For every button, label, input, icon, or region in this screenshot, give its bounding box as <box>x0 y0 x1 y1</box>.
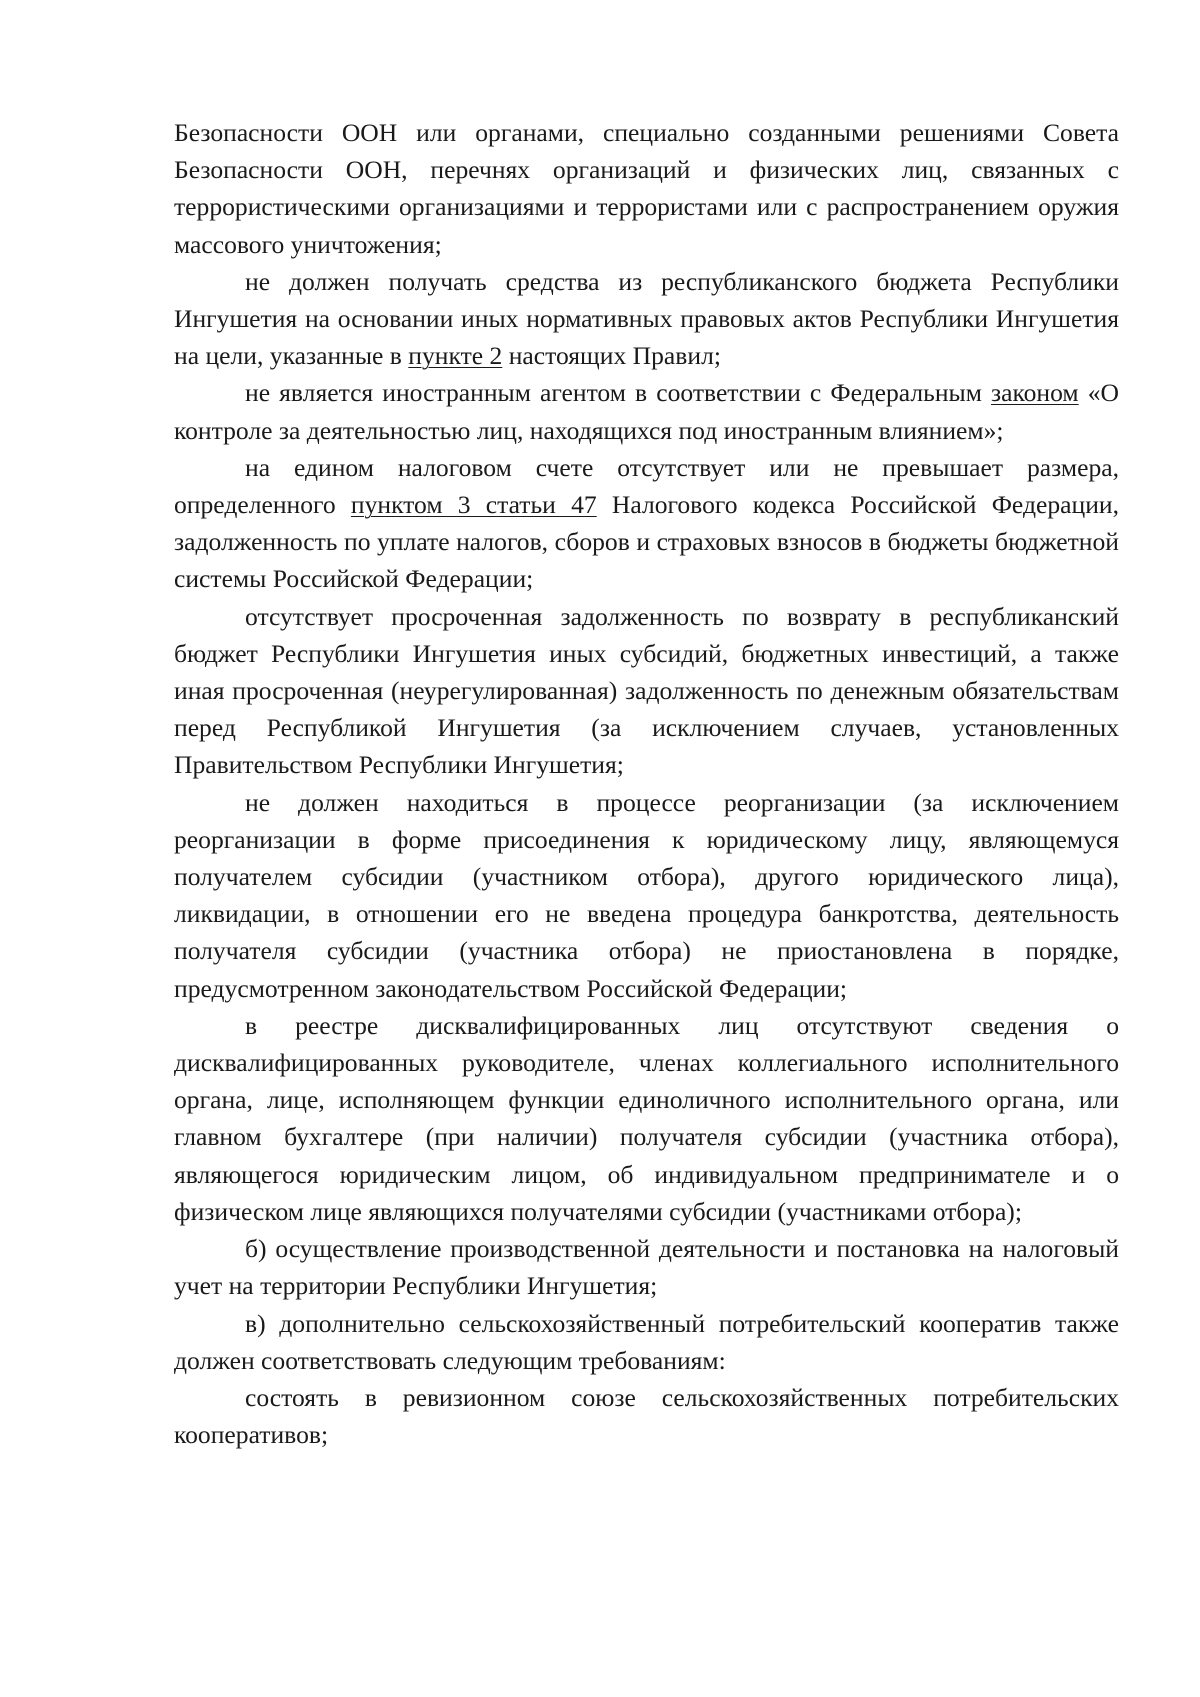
paragraph-text: отсутствует просроченная задолженность по возврату в республиканский бюджет Республики Ингушетия иных субсидий, бюджетных инвестиций, а также иная просроченная (неурегулированная) задолженность по денежным обязательствам перед Республикой Ингушетия (за исключением случаев, установленных Правительством Республики Ингушетия; <box>174 601 1119 780</box>
link-federal-law[interactable]: законом <box>991 378 1079 408</box>
paragraph-disqualified-persons-registry <box>174 1007 1119 1230</box>
paragraph-item-b-production-activity <box>174 1230 1119 1304</box>
paragraph-no-reorganization <box>174 784 1119 1007</box>
paragraph-text: настоящих Правил; <box>502 341 721 371</box>
document-body <box>174 114 1119 1453</box>
paragraph-revision-union-membership <box>174 1379 1119 1453</box>
paragraph-item-v-cooperative-requirements <box>174 1305 1119 1379</box>
paragraph-not-foreign-agent <box>174 374 1119 448</box>
paragraph-text: не является иностранным агентом в соответствии с Федеральным <box>245 378 992 408</box>
paragraph-text: Безопасности ООН или органами, специально созданными решениями Совета Безопасности ООН, перечнях организаций и физических лиц, связанных с террористическими организациями и террористами или с распространением оружия массового уничтожения; <box>174 118 1119 259</box>
paragraph-un-security-council-lists <box>174 114 1119 263</box>
paragraph-text: не должен находиться в процессе реорганизации (за исключением реорганизации в форме присоединения к юридическому лицу, являющемуся получателем субсидии (участником отбора), другого юридического лица), ликвидации, в отношении его не введена процедура банкротства, деятельность получателя субсидии (участника отбора) не приостановлена в порядке, предусмотренном законодательством Российской Федерации; <box>174 787 1119 1003</box>
paragraph-text: в реестре дисквалифицированных лиц отсутствуют сведения о дисквалифицированных руководителе, членах коллегиального исполнительного органа, лице, исполняющем функции единоличного исполнительного органа, или главном бухгалтере (при наличии) получателя субсидии (участника отбора), являющегося юридическим лицом, об индивидуальном предпринимателе и о физическом лице являющихся получателями субсидии (участниками отбора); <box>174 1010 1119 1226</box>
paragraph-text: состоять в ревизионном союзе сельскохозяйственных потребительских кооперативов; <box>174 1382 1119 1450</box>
link-tax-code-article-47[interactable]: пунктом 3 статьи 47 <box>350 490 597 520</box>
link-rules-point-2[interactable]: пункте 2 <box>408 341 503 371</box>
paragraph-text: не должен получать средства из республиканского бюджета Республики Ингушетия на основании иных нормативных правовых актов Республики Ингушетия на цели, указанные в <box>174 266 1119 371</box>
paragraph-no-other-budget-funds <box>174 263 1119 375</box>
paragraph-no-overdue-debt <box>174 598 1119 784</box>
paragraph-text: в) дополнительно сельскохозяйственный потребительский кооператив также должен соответствовать следующим требованиям: <box>174 1308 1119 1375</box>
paragraph-text: «О контроле за деятельностью лиц, находящихся под иностранным влиянием»; <box>174 378 1119 445</box>
paragraph-text: б) осуществление производственной деятельности и постановка на налоговый учет на территории Республики Ингушетия; <box>174 1234 1119 1301</box>
paragraph-tax-account-debt <box>174 449 1119 598</box>
paragraph-text: на едином налоговом счете отсутствует или не превышает размера, определенного <box>174 452 1119 520</box>
paragraph-text: Налогового кодекса Российской Федерации, задолженность по уплате налогов, сборов и страховых взносов в бюджеты бюджетной системы Российской Федерации; <box>174 490 1119 594</box>
